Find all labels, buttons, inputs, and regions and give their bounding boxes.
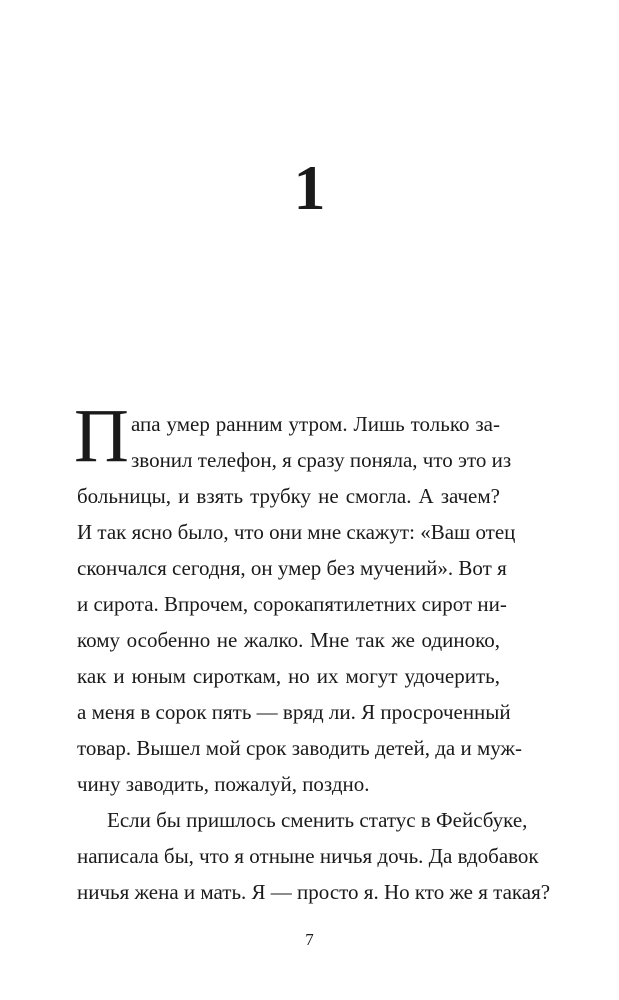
text-line: апа умер ранним утром. Лишь только за-: [131, 412, 500, 436]
text-line: Если бы пришлось сменить статус в Фейсбуке,: [107, 808, 528, 832]
text-line: кому особенно не жалко. Мне так же одиноко,: [77, 628, 500, 652]
text-line: а меня в сорок пять — вряд ли. Я просроченный: [77, 700, 511, 724]
text-line: товар. Вышел мой срок заводить детей, да и муж-: [77, 736, 522, 760]
text-line: больницы, и взять трубку не смогла. А зачем?: [77, 484, 500, 508]
chapter-number: 1: [293, 152, 326, 223]
text-line: звонил телефон, я сразу поняла, что это из: [131, 448, 512, 472]
text-line: и сирота. Впрочем, сорокапятилетних сирот ни-: [77, 592, 507, 616]
page-number: 7: [305, 930, 314, 949]
drop-cap-letter: П: [74, 394, 129, 478]
text-line: как и юным сироткам, но их могут удочерить,: [77, 664, 500, 688]
text-line: чину заводить, пожалуй, поздно.: [77, 772, 370, 796]
text-line: написала бы, что я отныне ничья дочь. Да вдобавок: [77, 844, 539, 868]
text-line: И так ясно было, что они мне скажут: «Ваш отец: [77, 520, 516, 544]
text-line: скончался сегодня, он умер без мучений». Вот я: [77, 556, 507, 580]
text-line: ничья жена и мать. Я — просто я. Но кто же я такая?: [77, 880, 551, 904]
